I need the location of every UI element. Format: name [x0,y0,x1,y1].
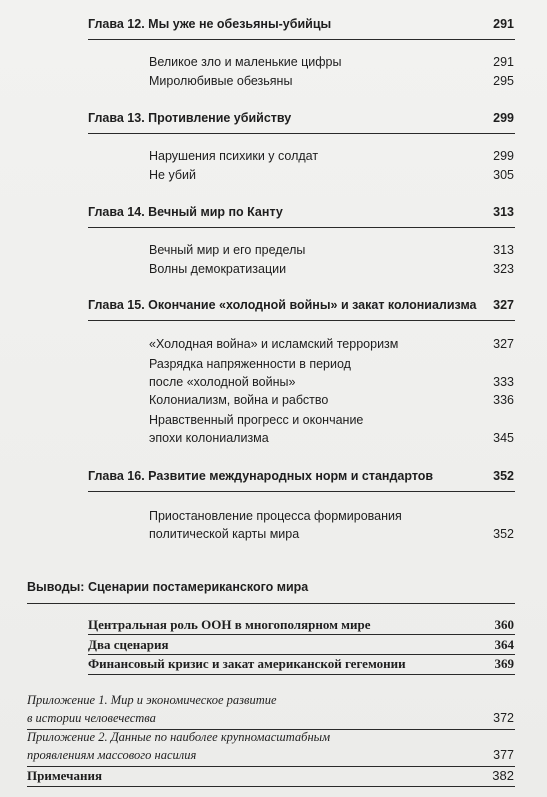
notes-underline [27,786,515,787]
section-title-line: Приостановление процесса формирования [149,509,402,523]
toc-section-multiline [149,507,514,543]
section-page-number: 299 [493,149,514,163]
section-title-line: политической карты мира [149,527,300,541]
toc-section [149,71,514,91]
toc-notes [27,766,514,786]
toc-section [149,52,514,72]
appendix-title-line: в истории человечества [27,711,156,725]
toc-section [149,146,514,166]
toc-conclusion-item [88,635,514,655]
chapter-underline [88,491,515,492]
toc-section [149,240,514,260]
section-page-number: 345 [493,431,514,445]
toc-section [149,334,514,354]
appendix-page-number: 377 [493,748,514,762]
section-page-number: 295 [493,74,514,88]
section-title-line: Нравственный прогресс и окончание [149,413,364,427]
section-title-line: после «холодной войны» [149,375,296,389]
conclusion-page-number: 360 [494,617,514,632]
section-title: Волны демократизации [149,262,287,276]
conclusion-page-number: 369 [494,656,514,671]
toc-appendix-1 [27,691,514,727]
appendix-page-number: 372 [493,711,514,725]
conclusion-title: Центральная роль ООН в многополярном мире [88,617,371,632]
notes-title: Примечания [27,768,102,783]
section-title: Колониализм, война и рабство [149,393,329,407]
section-page-number: 352 [493,527,514,541]
toc-chapter-15 [88,295,514,315]
chapter-title: Глава 13. Противление убийству [88,111,292,125]
section-page-number: 291 [493,55,514,69]
chapter-underline [88,320,515,321]
section-title: Вечный мир и его пределы [149,243,306,257]
conclusion-title: Два сценария [88,637,169,652]
chapter-title: Глава 15. Окончание «холодной войны» и закат колониализма [88,298,477,312]
conclusion-title: Финансовый кризис и закат американской гегемонии [88,656,406,671]
toc-chapter-16 [88,466,514,486]
item-underline [88,674,515,675]
toc-chapter-14 [88,202,514,222]
toc-conclusion-item [88,654,514,674]
chapter-underline [88,39,515,40]
section-title: Великое зло и маленькие цифры [149,55,342,69]
toc-section [149,390,514,410]
notes-page-number: 382 [492,768,514,783]
section-title: Не убий [149,168,196,182]
section-title: «Холодная война» и исламский терроризм [149,337,399,351]
toc-section [149,259,514,279]
chapter-page-number: 313 [493,205,514,219]
chapter-title: Глава 14. Вечный мир по Канту [88,205,283,219]
conclusions-title: Выводы: Сценарии постамериканского мира [27,580,309,594]
toc-conclusion-item [88,615,514,635]
toc-chapter-13 [88,108,514,128]
chapter-page-number: 327 [493,298,514,312]
section-page-number: 313 [493,243,514,257]
section-page-number: 336 [493,393,514,407]
toc-chapter-12 [88,14,514,34]
chapter-page-number: 299 [493,111,514,125]
section-title: Нарушения психики у солдат [149,149,319,163]
appendix-title-line: Приложение 2. Данные по наиболее крупномасштабным [27,730,331,744]
chapter-title: Глава 16. Развитие международных норм и стандартов [88,469,434,483]
chapter-title: Глава 12. Мы уже не обезьяны-убийцы [88,17,332,31]
conclusion-page-number: 364 [494,637,514,652]
section-page-number: 305 [493,168,514,182]
chapter-underline [88,227,515,228]
chapter-page-number: 291 [493,17,514,31]
chapter-page-number: 352 [493,469,514,483]
section-page-number: 327 [493,337,514,351]
section-title-line: Разрядка напряженности в период [149,357,351,371]
toc-section-multiline [149,411,514,447]
toc-section-multiline [149,355,514,391]
appendix-title-line: проявлениям массового насилия [27,748,197,762]
section-title-line: эпохи колониализма [149,431,269,445]
section-page-number: 333 [493,375,514,389]
section-title: Миролюбивые обезьяны [149,74,293,88]
section-page-number: 323 [493,262,514,276]
conclusions-underline [27,603,515,604]
toc-appendix-2 [27,728,514,764]
toc-section [149,165,514,185]
appendix-title-line: Приложение 1. Мир и экономическое развитие [27,693,277,707]
toc-conclusions-heading [27,577,514,597]
chapter-underline [88,133,515,134]
